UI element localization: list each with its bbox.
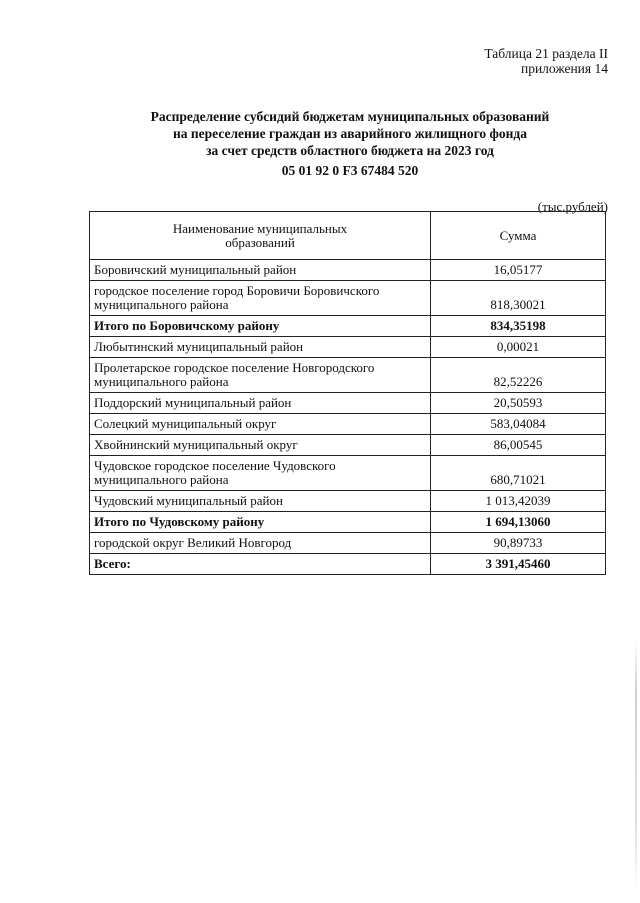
row-name: Любытинский муниципальный район bbox=[90, 337, 431, 358]
row-name: Чудовское городское поселение Чудовского муниципального района bbox=[90, 456, 431, 491]
row-sum: 583,04084 bbox=[431, 414, 606, 435]
column-header-sum: Сумма bbox=[431, 212, 606, 260]
table-row-subtotal bbox=[90, 512, 606, 533]
column-header-name: Наименование муниципальных образований bbox=[90, 212, 431, 260]
table-row bbox=[90, 260, 606, 281]
subsidy-table bbox=[89, 211, 606, 575]
document-title bbox=[40, 108, 640, 159]
row-name: городской округ Великий Новгород bbox=[90, 533, 431, 554]
row-sum: 16,05177 bbox=[431, 260, 606, 281]
row-name: Всего: bbox=[90, 554, 431, 575]
table-row bbox=[90, 533, 606, 554]
table-row bbox=[90, 491, 606, 512]
table-reference bbox=[484, 46, 608, 76]
document-title-line-3: за счет средств областного бюджета на 2023 год bbox=[206, 143, 494, 158]
table-row bbox=[90, 281, 606, 316]
row-name: Хвойнинский муниципальный округ bbox=[90, 435, 431, 456]
row-sum: 82,52226 bbox=[431, 358, 606, 393]
budget-classification-code: 05 01 92 0 F3 67484 520 bbox=[281, 163, 419, 178]
table-row bbox=[90, 393, 606, 414]
row-sum: 1 013,42039 bbox=[431, 491, 606, 512]
row-sum: 20,50593 bbox=[431, 393, 606, 414]
row-sum: 1 694,13060 bbox=[431, 512, 606, 533]
units-note: (тыс.рублей) bbox=[537, 199, 608, 214]
row-name: Боровичский муниципальный район bbox=[90, 260, 431, 281]
row-sum: 0,00021 bbox=[431, 337, 606, 358]
row-sum: 86,00545 bbox=[431, 435, 606, 456]
row-sum: 834,35198 bbox=[431, 316, 606, 337]
row-name: Поддорский муниципальный район bbox=[90, 393, 431, 414]
row-sum: 680,71021 bbox=[431, 456, 606, 491]
table-row bbox=[90, 358, 606, 393]
row-sum: 818,30021 bbox=[431, 281, 606, 316]
row-name: городское поселение город Боровичи Боровичского муниципального района bbox=[90, 281, 431, 316]
table-reference-line-2: приложения 14 bbox=[520, 61, 608, 76]
row-name: Итого по Боровичскому району bbox=[90, 316, 431, 337]
document-title-line-1: Распределение субсидий бюджетам муниципальных образований bbox=[150, 109, 550, 124]
row-sum: 3 391,45460 bbox=[431, 554, 606, 575]
table-row-subtotal bbox=[90, 316, 606, 337]
row-name: Чудовский муниципальный район bbox=[90, 491, 431, 512]
table-row bbox=[90, 414, 606, 435]
table-row bbox=[90, 456, 606, 491]
document-title-line-2: на переселение граждан из аварийного жилищного фонда bbox=[173, 126, 527, 141]
row-name: Солецкий муниципальный округ bbox=[90, 414, 431, 435]
table-header-row bbox=[90, 212, 606, 260]
table-row bbox=[90, 435, 606, 456]
row-name: Итого по Чудовскому району bbox=[90, 512, 431, 533]
table-reference-line-1: Таблица 21 раздела II bbox=[484, 46, 608, 61]
table-row bbox=[90, 337, 606, 358]
scan-edge-shadow bbox=[635, 640, 637, 890]
row-sum: 90,89733 bbox=[431, 533, 606, 554]
table-row-grand-total bbox=[90, 554, 606, 575]
row-name: Пролетарское городское поселение Новгородского муниципального района bbox=[90, 358, 431, 393]
